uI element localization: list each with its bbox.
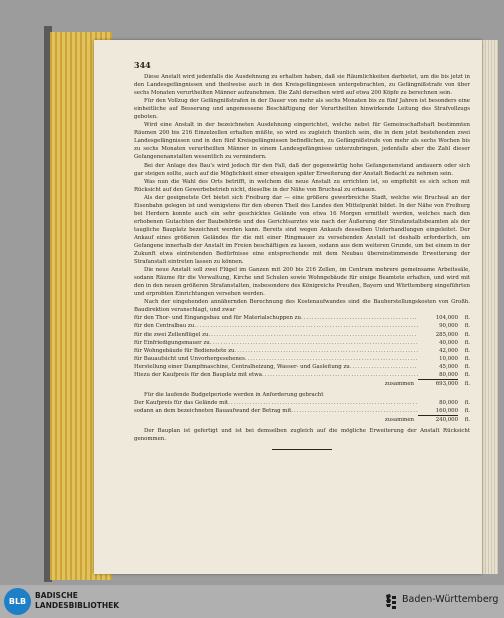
blb-name-line1: BADISCHE — [35, 591, 78, 600]
paragraph: Nach der eingehenden annähernden Berechnung des Kostenaufwandes sind die Bauherstellungskosten von Großh. Baudirektion veranschlagt, und zwar — [134, 299, 470, 314]
budget-row — [134, 399, 470, 407]
budget-total-amount: 240,000 — [418, 415, 458, 424]
budget-unit: fl. — [464, 399, 470, 406]
paragraph: Was nun die Wahl des Orts betrifft, in welchem die neue Anstalt zu errichten ist, so empfiehlt es sich schon mit Rücksicht auf den Gewerbebetrieb nicht, dieselbe in der Nähe von Bruchsal zu erbauen. — [134, 178, 470, 193]
paragraph: Die neue Anstalt soll zwei Flügel im Ganzen mit 200 bis 216 Zellen, im Centrum mehrere gemeinsame Arbeitssäle, sodann Räume für die Verwaltung, Kirche und Schulen sowie Wohngebäude für einige Beamtete erhalten, und wird mit den in den neuen größeren Strafanstalten, insbesondere des Königreichs Preußen, Bayern und Württemberg eingeführten und erprobten Einrichtungen versehen werden. — [134, 267, 470, 298]
budget-row — [134, 407, 470, 415]
budget-table — [134, 399, 470, 423]
cost-unit: fl. — [464, 363, 470, 370]
blb-name[interactable] — [35, 591, 119, 611]
page-number: 344 — [134, 60, 151, 70]
cost-amount: 45,000 — [439, 363, 458, 370]
paragraph: Diese Anstalt wird jedenfalls die Ausdehnung zu erhalten haben, daß sie Räumlichkeiten darbietet, um die bis jetzt in den Landesgefängnissen und theilweise auch in den Kreisgefängnissen untergebrachten, zu Gefängnißstrafe von über sechs Monaten verurtheilten Männer aufzunehmen. Die Zahl derselben wird auf etwa 200 Köpfe zu berechnen sein. — [134, 74, 470, 97]
blb-name-line2: LANDESBIBLIOTHEK — [35, 601, 120, 610]
cost-label: für den Thor- und Eingangsbau und für Materialschuppen zu — [134, 315, 301, 322]
cost-row — [134, 363, 470, 371]
cost-row — [134, 331, 470, 339]
cost-unit: fl. — [464, 339, 470, 346]
budget-label: Der Kaufpreis für das Gelände mit — [134, 399, 229, 406]
cost-amount: 285,000 — [435, 331, 458, 338]
cost-amount: 104,000 — [435, 315, 458, 322]
budget-total-row — [134, 415, 470, 423]
budget-intro: Für die laufende Budgetperiode werden in Anforderung gebracht — [144, 391, 324, 398]
cost-total-label: zusammen — [384, 380, 414, 387]
budget-label: sodann an dem bezeichneten Bauaufwand der Betrag mit — [134, 407, 292, 414]
viewer-footer — [0, 585, 504, 618]
cost-amount: 80,000 — [439, 371, 458, 378]
cost-amount: 42,000 — [439, 347, 458, 354]
cost-row — [134, 314, 470, 322]
budget-unit: fl. — [464, 407, 470, 414]
cost-amount: 90,000 — [439, 323, 458, 330]
cost-row — [134, 339, 470, 347]
cost-unit: fl. — [464, 323, 470, 330]
budget-total-label: zusammen — [384, 416, 414, 423]
cost-row — [134, 355, 470, 363]
cost-label: für Einfriedigungsmauer zu — [134, 339, 210, 346]
cost-label: für Wohngebäude für Bedienstete zu — [134, 347, 235, 354]
budget-amount: 160,000 — [435, 407, 458, 414]
paragraph: Bei der Anlage des Bau's wird jedoch für den Fall, daß der gegenwärtig hohe Gefangenenstand andauern oder sich gar steigen sollte, auch auf die Möglichkeit einer etwaigen später Erweiterung der Anstalt Bedacht zu nehmen sein. — [134, 162, 470, 177]
cost-row — [134, 347, 470, 355]
paragraph: Wird eine Anstalt in der bezeichneten Ausdehnung eingerichtet, welche nebst für Gemeinschaftshaft bestimmten Räumen 200 bis 216 Einzelzellen erhalten müßte, so wird es zugleich thunlich sein, die in dem jetzt bestehenden zwei Landesgefängnissen und in den fünf Kreisgefängnissen befindlichen, zu Gefängnißstrafe von mehr als sechs Wochen bis zu sechs Monaten verurtheilten Männer in einem Landesgefängnisse unterzubringen, jedenfalls aber die Zahl dieser Gefangenenanstalten wesentlich zu vermindern. — [134, 122, 470, 161]
cost-label: Herstellung einer Dampfmaschine, Centralheizung, Wasser- und Gasleitung zu — [134, 363, 350, 370]
cost-row — [134, 322, 470, 330]
cost-label: für den Centralbau zu — [134, 323, 195, 330]
cost-unit: fl. — [464, 355, 470, 362]
book-page — [94, 40, 482, 574]
cost-unit: fl. — [464, 371, 470, 378]
paragraph: Für den Vollzug der Gefängnißstrafen in der Dauer von mehr als sechs Monaten bis zu fünf Jahren ist besonders eine einheitliche auf Besserung und angemessene Beschäftigung der Verurtheilten hinwirkende Leitung des Strafvollzugs geboten. — [134, 98, 470, 121]
budget-amount: 80,000 — [439, 399, 458, 406]
cost-total-unit: fl. — [464, 380, 470, 387]
cost-label: für Bauaufsicht und Unvorhergesehenes — [134, 355, 245, 362]
cost-amount: 10,000 — [439, 355, 458, 362]
cost-row — [134, 371, 470, 379]
baden-wuerttemberg-label[interactable]: Baden-Württemberg — [402, 594, 499, 605]
page-content — [134, 60, 470, 450]
baden-wuerttemberg-lions-icon — [384, 593, 398, 611]
cost-label: für die zwei Zellenflügel zu — [134, 331, 209, 338]
end-rule — [272, 449, 332, 450]
paragraph: Als der geeignetste Ort bietet sich Freiburg dar — eine größere gewerbreiche Stadt, welche wie Bruchsal an der Eisenbahn gelegen ist und wenigstens für den oberen Theil des Landes den Mittelpunkt bildet. In der Nähe von Freiburg bei Herdern konnte auch ein sehr geschicktes Gelände von etwa 16 Morgen ermittelt werden, welches nach den erhobenen Gutachten der Baubehörde und des Gerichtsarztes wie nach der Äußerung der Strafanstaltsbeamten als der taugliche Bauplatz bezeichnet werden kann. Bereits sind wegen Ankaufs desselben Unterhandlungen eingeleitet. Der Ankauf eines größeren Geländes für die mit einer Ringmauer zu versehenden Anstalt ist deshalb erforderlich, um Gefangene innerhalb der Anstalt im Freien beschäftigen zu lassen, sodann aus dem weiteren Grunde, um bei einem in der Zukunft etwa eintretenden Bedürfnisse eine entsprechende mit dem Neubau übereinstimmende Erweiterung der Strafanstalt eintreten lassen zu können. — [134, 194, 470, 266]
closing-paragraph: Der Bauplan ist gefertigt und ist bei demselben zugleich auf die mögliche Erweiterung der Anstalt Rücksicht genommen. — [134, 428, 470, 443]
blb-logo[interactable]: BLB — [4, 588, 31, 615]
page-edges-right — [482, 40, 498, 574]
cost-total-row — [134, 379, 470, 387]
cost-label: Hiezu der Kaufpreis für den Bauplatz mit etwa — [134, 371, 262, 378]
cost-amount: 40,000 — [439, 339, 458, 346]
budget-total-unit: fl. — [464, 416, 470, 423]
cost-unit: fl. — [464, 347, 470, 354]
cost-table — [134, 314, 470, 386]
cost-unit: fl. — [464, 315, 470, 322]
cost-total-amount: 693,000 — [418, 379, 458, 388]
cost-unit: fl. — [464, 331, 470, 338]
